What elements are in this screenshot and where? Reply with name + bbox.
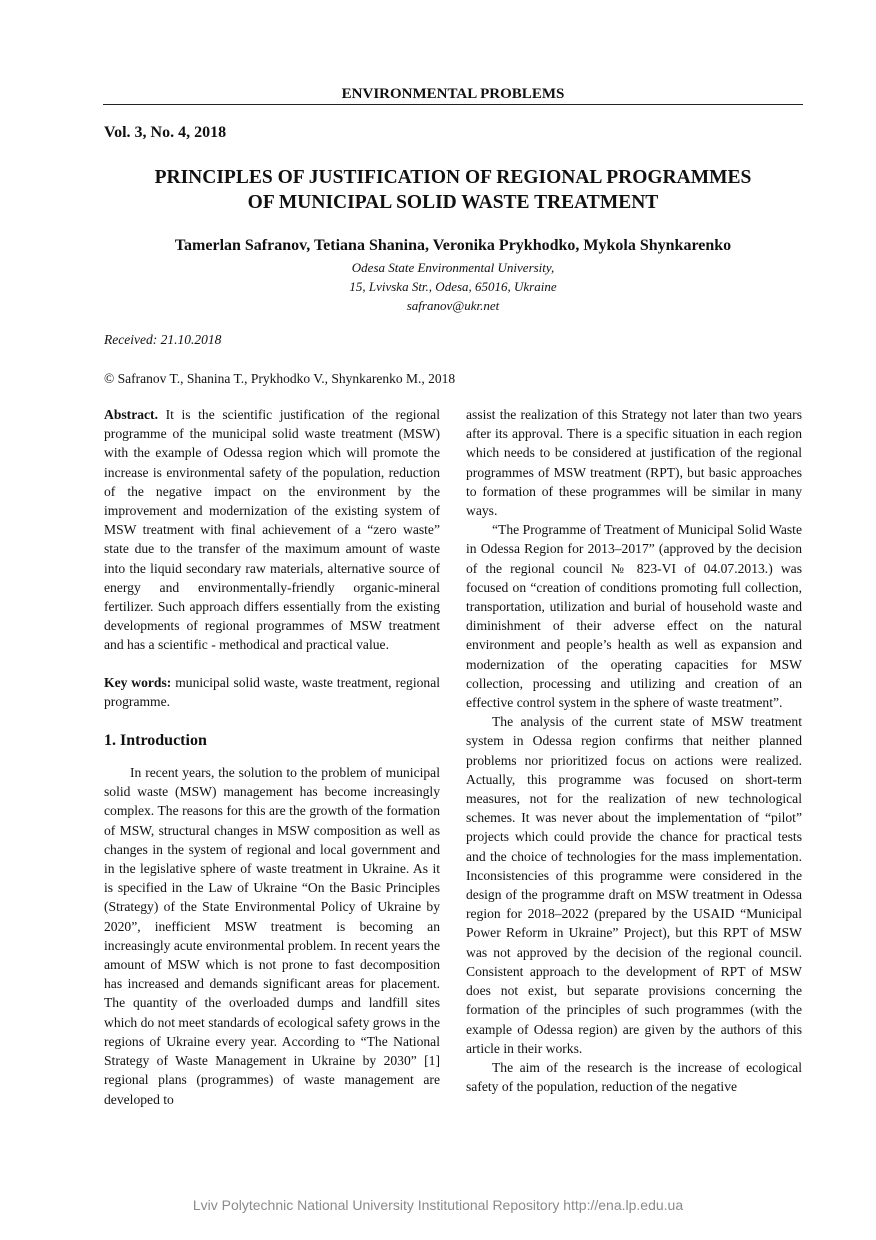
right-column	[466, 405, 802, 1096]
right-paragraph-4: The aim of the research is the increase of ecological safety of the population, reduction of the negative	[466, 1059, 802, 1095]
affiliation-institution: Odesa State Environmental University,	[351, 260, 555, 275]
journal-header: ENVIRONMENTAL PROBLEMS	[341, 86, 565, 102]
abstract-label: Abstract.	[104, 407, 158, 422]
author-list: Tamerlan Safranov, Tetiana Shanina, Veronika Prykhodko, Mykola Shynkarenko	[174, 237, 732, 254]
volume-info: Vol. 3, No. 4, 2018	[104, 124, 227, 141]
author-email[interactable]: safranov@ukr.net	[406, 298, 500, 313]
intro-paragraph-1: In recent years, the solution to the problem of municipal solid waste (MSW) management has become increasingly complex. The reasons for this are the growth of the formation of MSW, structural changes in MSW composition as well as changes in the system of regional and local government and in the legislative sphere of waste treatment in Ukraine. As it is specified in the Law of Ukraine “On the Basic Principles (Strategy) of the State Environmental Policy of Ukraine by 2020”, inefficient MSW treatment is becoming an increasingly acute environmental problem. In recent years the amount of MSW which is not prone to fast decomposition has increased and demands significant areas for placement. The quantity of the overloaded dumps and landfill sites which do not meet standards of ecological safety grows in the regions of Ukraine every year. According to “The National Strategy of Waste Management in Ukraine by 2030” [1] regional plans (programmes) of waste management are developed to	[104, 765, 440, 1107]
abstract-text: It is the scientific justification of the regional programme of the municipal solid waste treatment (MSW) with the example of Odessa region which will promote the increase is environmental safety of the population, reduction of the negative impact on the environment by the improvement and modernization of the existing system of MSW treatment with final achievement of a “zero waste” state due to the transfer of the maximum amount of waste into the liquid secondary raw materials, alternative source of energy and environmentally-friendly organic-mineral fertilizer. Such approach differs essentially from the existing developments of regional programmes of MSW treatment and has a scientific - methodical and practical value.	[104, 407, 440, 653]
title-line-1: PRINCIPLES OF JUSTIFICATION OF REGIONAL PROGRAMMES	[154, 167, 752, 188]
copyright-line: © Safranov T., Shanina T., Prykhodko V., Shynkarenko M., 2018	[104, 371, 456, 386]
right-paragraph-2: “The Programme of Treatment of Municipal Solid Waste in Odessa Region for 2013–2017” (approved by the decision of the regional council № 823-VI of 04.07.2013.) was focused on “creation of conditions promoting full collection, transportation, utilization and burial of household waste and diminishment of their adverse effect on the natural environment and people’s health as well as expansion and modernization of the operating capacities for MSW collection, processing and utilizing and creation of an effective control system in the sphere of waste treatment”.	[466, 522, 802, 711]
keywords	[104, 673, 440, 711]
left-column	[104, 405, 440, 1109]
repository-footer: Lviv Polytechnic National University Institutional Repository http://ena.lp.edu.ua	[192, 1197, 684, 1213]
abstract	[104, 405, 440, 655]
received-date: Received: 21.10.2018	[104, 332, 222, 347]
title-line-2: OF MUNICIPAL SOLID WASTE TREATMENT	[247, 192, 659, 213]
keywords-label: Key words:	[104, 674, 172, 690]
section-heading-introduction: 1. Introduction	[104, 732, 207, 750]
header-rule	[103, 104, 803, 105]
right-paragraph-3: The analysis of the current state of MSW treatment system in Odessa region confirms that neither planned problems nor prioritized focus on actions were realized. Actually, this programme was focused on short-term measures, not for the realization of new technological schemes. It was never about the implementation of “pilot” projects which could provide the chance for practical tests and the choice of technologies for the mass implementation. Inconsistencies of this programme were considered in the design of the programme draft on MSW treatment in Odessa region for 2018–2022 (prepared by the USAID “Municipal Power Reform in Ukraine” Project), but this RPT of MSW was not approved by the decision of the regional council. Consistent approach to the development of RPT of MSW does not exist, but separate provisions concerning the formation of the principles of such programmes (with the example of Odessa region) are given by the authors of this article in their works.	[466, 714, 802, 1056]
keywords-text: municipal solid waste, waste treatment, regional programme.	[104, 674, 441, 709]
affiliation	[103, 258, 803, 315]
paper-title	[103, 165, 803, 215]
affiliation-address: 15, Lvivska Str., Odesa, 65016, Ukraine	[349, 279, 557, 294]
right-paragraph-1: assist the realization of this Strategy not later than two years after its approval. There is a specific situation in each region which needs to be considered at justification of the regional programmes of MSW treatment (RPT), but basic approaches to formation of these programmes will be similar in many ways.	[466, 407, 802, 519]
